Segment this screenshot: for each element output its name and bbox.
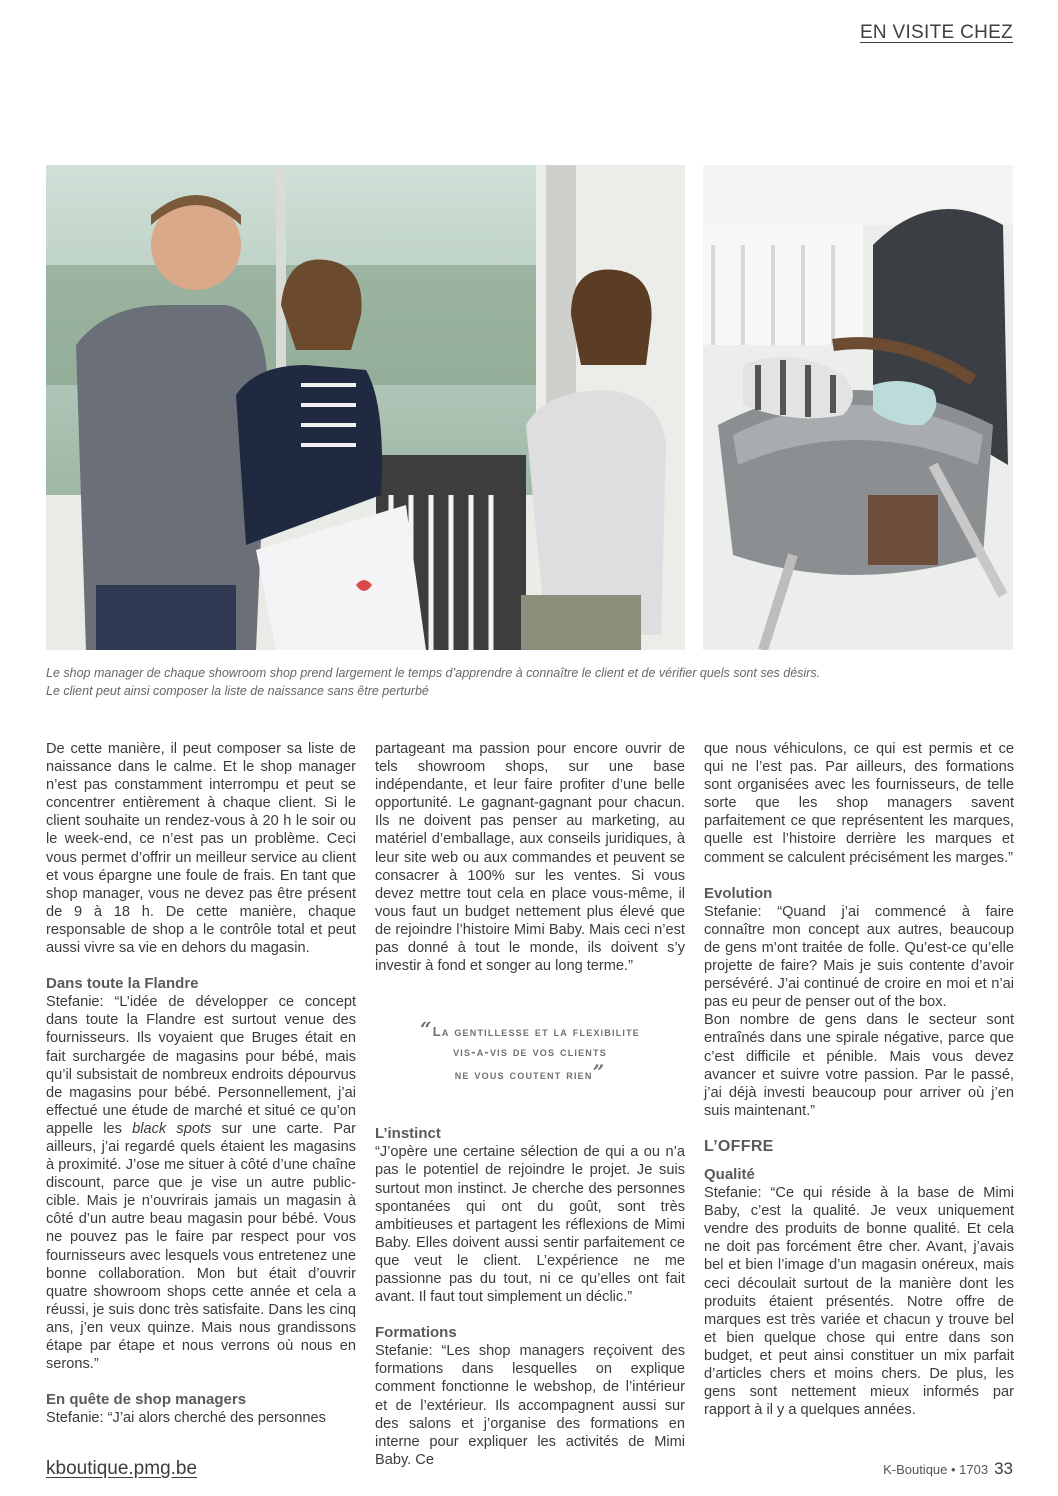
subheading-formations: Formations: [375, 1324, 457, 1342]
shop-scene-photo: [46, 165, 685, 650]
pull-quote: [375, 1019, 685, 1085]
paragraph: [46, 993, 356, 1373]
subheading-dans-toute-la-flandre: Dans toute la Flandre: [46, 975, 199, 993]
paragraph: partageant ma passion pour encore ouvrir de tels showroom shops, sur une base indépendante, et leur faire profiter d’une belle opportunité. Le gagnant-gagnant pour chacun. Ils ne doivent pas penser au marketing, au matériel d’emballage, aux conseils juridiques, à leur site web ou aux commandes et peuvent se consacrer à 100% sur les ventes. Si vous devez mettre tout cela en place vous-même, il vous faut un budget nettement plus élevé que de rejoindre l’histoire Mimi Baby. Mais ceci n’est pas donné à tout le monde, ils doivent s’y investir à fond et songer au long terme.”: [375, 741, 685, 975]
paragraph: Bon nombre de gens dans le secteur sont entraînés dans une spirale négative, parce que c’est difficile et pénible. Mais vous devez avancer et suivre votre passion. Par le passé, j’ai déjà investi beaucoup pour arriver où j’en suis maintenant.”: [704, 1012, 1014, 1119]
paragraph: Stefanie: “Ce qui réside à la base de Mimi Baby, c’est la qualité. Je veux uniquement vendre des produits de bonne qualité. Et cela ne doit pas forcément être cher. Avant, j’avais bel et bien l’image d’un magasin onéreux, mais ceci découlait surtout de la manière dont les produits étaient présentés. Notre offre de marques est très variée et chacun y trouve bel et bien quelque chose qui entre dans son budget, et peut ainsi constituer un mix parfait d’articles chers et moins chers. De plus, les gens sont nettement mieux informés par rapport à il y a quelques années.: [704, 1185, 1014, 1419]
caption-line-1: Le shop manager de chaque showroom shop prend largement le temps d’apprendre à connaître le client et de vérifier quels sont ses désirs.: [46, 666, 821, 680]
column-3: [704, 740, 1014, 1419]
text-span: sur une carte. Par ailleurs, j’ai regardé quels étaient les magasins à proximité. J’ose me situer à côté d’une chaîne discount, parce que je vise un autre public-cible. Mais je n’ouvrirais jamais un magasin à côté d’un autre beau magasin pour bébé. Vous ne pouvez pas le faire par respect pour vos fournisseurs avec lesquels vous entretenez une bonne collaboration. Mon but était d’ouvrir quatre showroom shops cette année et cela a réussi, je suis donc très satisfaite. Dans les cinq ans, j’en veux quinze. Mais nous grandissons étape par étape et nous verrons où nous en serons.”: [46, 1120, 357, 1373]
quote-line-1: La gentillesse et la flexibilite: [432, 1024, 640, 1040]
subheading-qualite: Qualité: [704, 1165, 755, 1183]
column-2: [375, 740, 685, 1469]
issue-label: K-Boutique • 1703: [883, 1462, 989, 1477]
subheading-evolution: Evolution: [704, 884, 773, 902]
photo-caption: [46, 664, 1006, 700]
quote-open-mark: “: [419, 1017, 433, 1042]
website-link[interactable]: kboutique.pmg.be: [46, 1458, 198, 1479]
subheading-en-quete-de-shop-managers: En quête de shop managers: [46, 1391, 247, 1409]
page-footer: [883, 1459, 1013, 1479]
stroller-photo: [703, 165, 1013, 650]
text-span: Stefanie: “L’idée de développer ce concept dans toute la Flandre est surtout venue des fournisseurs. Ils voyaient que Bruges était en fait surchargée de magasins pour bébé, mais qu’il subsistait de nombreux endroits dépourvus de magasins pour bébé. Personnellement, j’ai effectué une étude de marché et situé ce qu’on appelle les: [46, 994, 356, 1137]
paragraph: que nous véhiculons, ce qui est permis et ce qui ne l’est pas. Par ailleurs, des formations sont organisées avec les fournisseurs, de telle sorte que les shop managers savent parfaitement ce que représentent les marques, quelle est l’histoire derrière les marques et comment se calculent précisément les marges.”: [704, 741, 1014, 866]
subheading-linstinct: L’instinct: [375, 1125, 441, 1143]
quote-line-3: ne vous coutent rien: [454, 1067, 593, 1083]
shop-scene-illustration: [46, 165, 685, 650]
paragraph: Stefanie: “J’ai alors cherché des personnes: [46, 1410, 326, 1427]
column-1: [46, 740, 356, 1427]
quote-line-2: vis-a-vis de vos clients: [453, 1044, 607, 1060]
paragraph: Stefanie: “Les shop managers reçoivent des formations dans lesquelles on explique comment fonctionne le webshop, de l’intérieur et de l’extérieur. Ils accompagnent aussi sur des salons et j’organise des formations en interne pour expliquer les activités de Mimi Baby. Ce: [375, 1343, 685, 1468]
paragraph: “J’opère une certaine sélection de qui a ou n’a pas le potentiel de rejoindre le projet. Je suis surtout mon instinct. Je cherche des personnes spontanées qui ont du goût, sont très ambitieuses et partagent les réflexions de Mimi Baby. Elles doivent aussi sentir parfaitement ce que veut le client. L’expérience ne me passionne pas du tout, ni ce qu’elles ont fait avant. Il faut tout simplement un déclic.”: [375, 1144, 685, 1306]
paragraph: De cette manière, il peut composer sa liste de naissance dans le calme. Et le shop manager n’est pas constamment interrompu et peut se concentrer entièrement à chaque client. Si le client souhaite un rendez-vous à 20 h le soir ou le week-end, ce n’est pas un problème. Ceci vous permet d’offrir un meilleur service au client et vous épargne une foule de frais. En tant que shop manager, vous ne devez pas être présent de 9 à 18 h. De cette manière, chaque responsable de shop a le contrôle total et peut aussi vivre sa vie en dehors du magasin.: [46, 741, 356, 957]
caption-line-2: Le client peut ainsi composer la liste de naissance sans être perturbé: [46, 684, 429, 698]
section-label: EN VISITE CHEZ: [859, 22, 1013, 43]
stroller-illustration: [703, 165, 1013, 650]
page-number: 33: [994, 1459, 1013, 1478]
emphasis-text: black spots: [132, 1120, 212, 1137]
quote-close-mark: ”: [592, 1060, 606, 1085]
section-heading-loffre: L’OFFRE: [704, 1137, 774, 1155]
paragraph: Stefanie: “Quand j’ai commencé à faire connaître mon concept aux autres, beaucoup de gens m’ont traitée de folle. Qu’est-ce qu’elle projette de faire? Mais je suis contente d’avoir persévéré. J’ai continué de croire en moi et n’ai pas eu peur de penser out of the box.: [704, 903, 1014, 1011]
